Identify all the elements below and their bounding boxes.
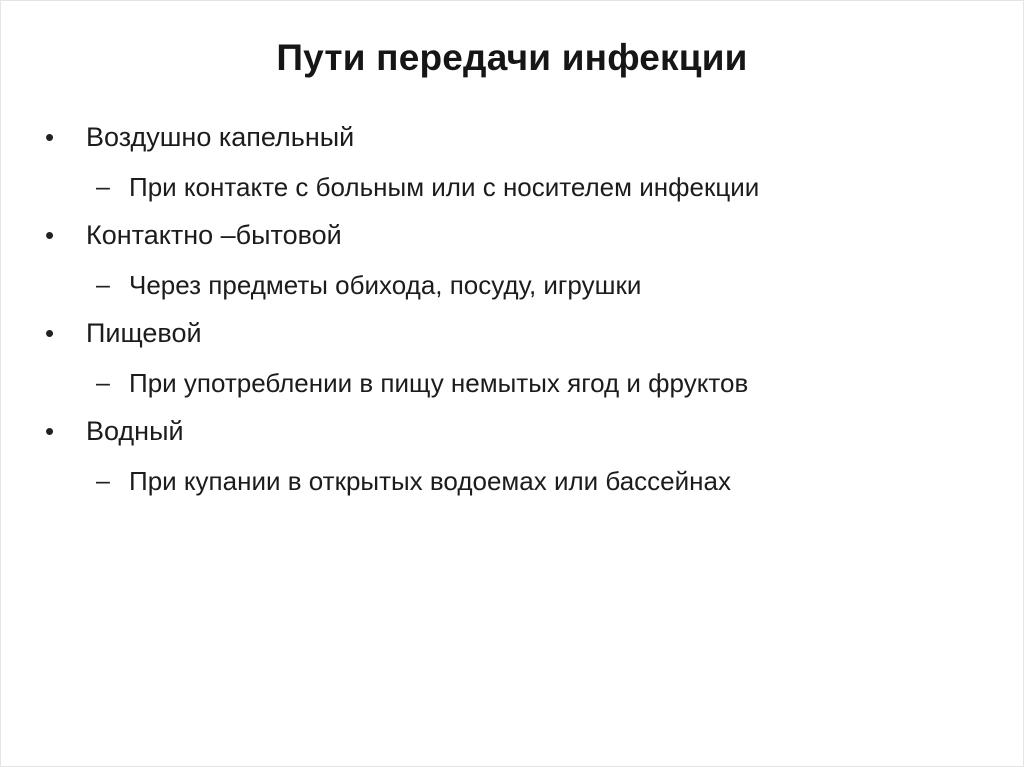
sub-item-text: При употреблении в пищу немытых ягод и фруктов (129, 368, 749, 398)
sub-item-text: При контакте с больным или с носителем инфекции (129, 172, 760, 202)
dash-icon: – (96, 173, 110, 201)
dash-icon: – (96, 369, 110, 397)
list-item-text: Воздушно капельный (86, 122, 355, 152)
bullet-icon: • (45, 220, 55, 250)
sub-item (1, 358, 1001, 407)
sub-item (1, 260, 1001, 309)
slide-title: Пути передачи инфекции (276, 37, 748, 78)
list-item-text: Контактно –бытовой (86, 220, 342, 250)
list-item (1, 407, 1001, 456)
list-item (1, 113, 1001, 162)
sub-item-text: Через предметы обихода, посуду, игрушки (129, 270, 642, 300)
sub-item-text: При купании в открытых водоемах или бассейнах (129, 466, 731, 496)
list-item (1, 211, 1001, 260)
bullet-list (1, 113, 1001, 505)
bullet-icon: • (45, 122, 55, 152)
list-item-text: Водный (86, 416, 184, 446)
list-item (1, 309, 1001, 358)
dash-icon: – (96, 467, 110, 495)
list-item-text: Пищевой (86, 318, 202, 348)
bullet-icon: • (45, 318, 55, 348)
dash-icon: – (96, 271, 110, 299)
sub-item (1, 162, 1001, 211)
sub-item (1, 456, 1001, 505)
bullet-icon: • (45, 416, 55, 446)
